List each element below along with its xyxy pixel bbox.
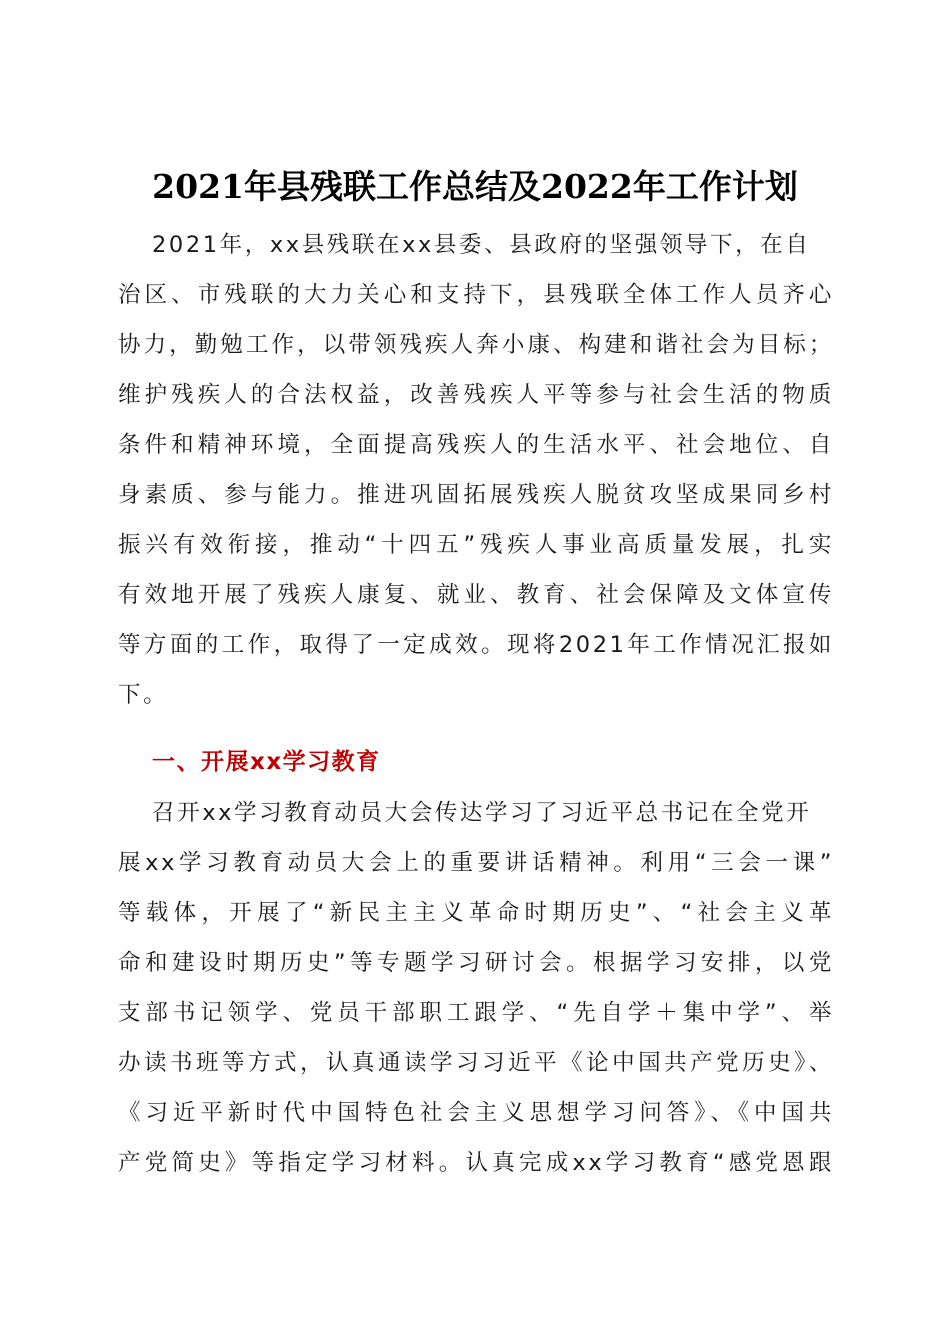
section-1-line-8: 产党简史》等指定学习材料。认真完成xx学习教育“感党恩跟 — [118, 1150, 834, 1176]
intro-line-4: 维护残疾人的合法权益，改善残疾人平等参与社会生活的物质 — [118, 382, 834, 408]
intro-line-5: 条件和精神环境，全面提高残疾人的生活水平、社会地位、自 — [118, 432, 834, 458]
intro-line-8: 有效地开展了残疾人康复、就业、教育、社会保障及文体宣传 — [118, 582, 834, 608]
intro-paragraph — [118, 220, 834, 720]
document-title: 2021年县残联工作总结及2022年工作计划 — [152, 167, 798, 206]
section-1-line-3: 等载体，开展了“新民主主义革命时期历史”、“社会主义革 — [118, 900, 834, 926]
section-1-paragraph — [118, 788, 834, 1188]
section-1-line-5: 支部书记领学、党员干部职工跟学、“先自学＋集中学”、举 — [118, 1000, 834, 1026]
section-1-line-2: 展xx学习教育动员大会上的重要讲话精神。利用“三会一课” — [118, 850, 834, 876]
intro-line-10: 下。 — [118, 682, 169, 708]
section-1-line-7: 《习近平新时代中国特色社会主义思想学习问答》、《中国共 — [118, 1100, 834, 1126]
section-1-line-6: 办读书班等方式，认真通读学习习近平《论中国共产党历史》、 — [118, 1050, 834, 1076]
section-heading-1: 一、开展xx学习教育 — [152, 749, 381, 775]
intro-line-6: 身素质、参与能力。推进巩固拓展残疾人脱贫攻坚成果同乡村 — [118, 482, 834, 508]
intro-line-1: 2021年，xx县残联在xx县委、县政府的坚强领导下，在自 — [152, 232, 811, 258]
intro-line-9: 等方面的工作，取得了一定成效。现将2021年工作情况汇报如 — [118, 632, 834, 658]
intro-line-2: 治区、市残联的大力关心和支持下，县残联全体工作人员齐心 — [118, 282, 834, 308]
intro-line-7: 振兴有效衔接，推动“十四五”残疾人事业高质量发展，扎实 — [118, 532, 834, 558]
intro-line-3: 协力，勤勉工作，以带领残疾人奔小康、构建和谐社会为目标； — [118, 332, 834, 358]
section-1-line-4: 命和建设时期历史”等专题学习研讨会。根据学习安排，以党 — [118, 950, 834, 976]
section-1-line-1: 召开xx学习教育动员大会传达学习了习近平总书记在全党开 — [152, 800, 812, 826]
